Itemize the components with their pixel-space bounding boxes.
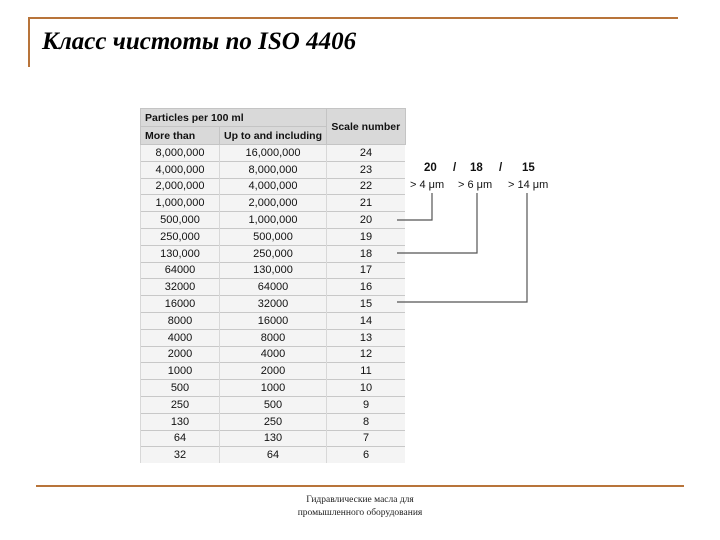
cell-up-to: 64	[220, 447, 327, 463]
cell-more-than: 2000	[141, 346, 220, 363]
cell-scale-number: 8	[327, 413, 406, 430]
cell-up-to: 64000	[220, 279, 327, 296]
cell-more-than: 130	[141, 413, 220, 430]
cell-up-to: 16,000,000	[220, 145, 327, 162]
cell-up-to: 500	[220, 396, 327, 413]
cell-up-to: 2,000,000	[220, 195, 327, 212]
cell-up-to: 1000	[220, 380, 327, 397]
cell-more-than: 2,000,000	[141, 178, 220, 195]
header-scale-number: Scale number	[327, 109, 406, 145]
header-more-than: More than	[141, 127, 220, 145]
cell-up-to: 130,000	[220, 262, 327, 279]
code-4um: 20	[424, 162, 437, 174]
cell-up-to: 130	[220, 430, 327, 447]
cell-scale-number: 20	[327, 212, 406, 229]
cell-more-than: 4,000,000	[141, 161, 220, 178]
cell-up-to: 32000	[220, 296, 327, 313]
cell-up-to: 16000	[220, 312, 327, 329]
code-separator-1: /	[453, 162, 457, 174]
cell-more-than: 250	[141, 396, 220, 413]
cell-more-than: 8000	[141, 312, 220, 329]
cell-more-than: 1000	[141, 363, 220, 380]
cell-scale-number: 17	[327, 262, 406, 279]
cell-up-to: 1,000,000	[220, 212, 327, 229]
code-6um: 18	[470, 162, 483, 174]
footer-line-2: промышленного оборудования	[297, 508, 423, 518]
connector-line-14um	[397, 193, 527, 302]
cell-scale-number: 10	[327, 380, 406, 397]
cell-up-to: 8,000,000	[220, 161, 327, 178]
cell-up-to: 4000	[220, 346, 327, 363]
header-particles-per-100ml: Particles per 100 ml	[141, 109, 327, 127]
cell-scale-number: 7	[327, 430, 406, 447]
code-14um: 15	[522, 162, 535, 174]
cell-more-than: 64	[141, 430, 220, 447]
cell-more-than: 500,000	[141, 212, 220, 229]
header-up-to-including: Up to and including	[220, 127, 327, 145]
cell-scale-number: 16	[327, 279, 406, 296]
cell-more-than: 16000	[141, 296, 220, 313]
cell-scale-number: 14	[327, 312, 406, 329]
label-6um: > 6 μm	[458, 179, 493, 191]
cell-more-than: 130,000	[141, 245, 220, 262]
cell-scale-number: 23	[327, 161, 406, 178]
cell-more-than: 500	[141, 380, 220, 397]
cell-scale-number: 15	[327, 296, 406, 313]
cell-scale-number: 22	[327, 178, 406, 195]
cell-scale-number: 19	[327, 228, 406, 245]
code-separator-2: /	[499, 162, 503, 174]
cell-more-than: 32000	[141, 279, 220, 296]
cell-more-than: 4000	[141, 329, 220, 346]
cell-scale-number: 11	[327, 363, 406, 380]
cell-more-than: 8,000,000	[141, 145, 220, 162]
cell-more-than: 1,000,000	[141, 195, 220, 212]
slide-title: Класс чистоты по ISO 4406	[42, 28, 357, 55]
cell-scale-number: 21	[327, 195, 406, 212]
cell-scale-number: 13	[327, 329, 406, 346]
cell-more-than: 32	[141, 447, 220, 463]
cell-scale-number: 24	[327, 145, 406, 162]
cell-up-to: 8000	[220, 329, 327, 346]
cell-up-to: 4,000,000	[220, 178, 327, 195]
footer-line-1: Гидравлические масла для	[306, 495, 414, 505]
cell-up-to: 250	[220, 413, 327, 430]
cell-scale-number: 12	[327, 346, 406, 363]
cell-up-to: 2000	[220, 363, 327, 380]
cell-more-than: 64000	[141, 262, 220, 279]
cell-scale-number: 9	[327, 396, 406, 413]
label-4um: > 4 μm	[410, 179, 445, 191]
cell-up-to: 250,000	[220, 245, 327, 262]
slide-footer	[260, 494, 460, 520]
footer-divider	[36, 485, 684, 487]
label-14um: > 14 μm	[508, 179, 549, 191]
cell-more-than: 250,000	[141, 228, 220, 245]
cell-scale-number: 6	[327, 447, 406, 463]
connector-line-6um	[397, 193, 477, 253]
connector-line-4um	[397, 193, 432, 220]
cell-scale-number: 18	[327, 245, 406, 262]
cell-up-to: 500,000	[220, 228, 327, 245]
